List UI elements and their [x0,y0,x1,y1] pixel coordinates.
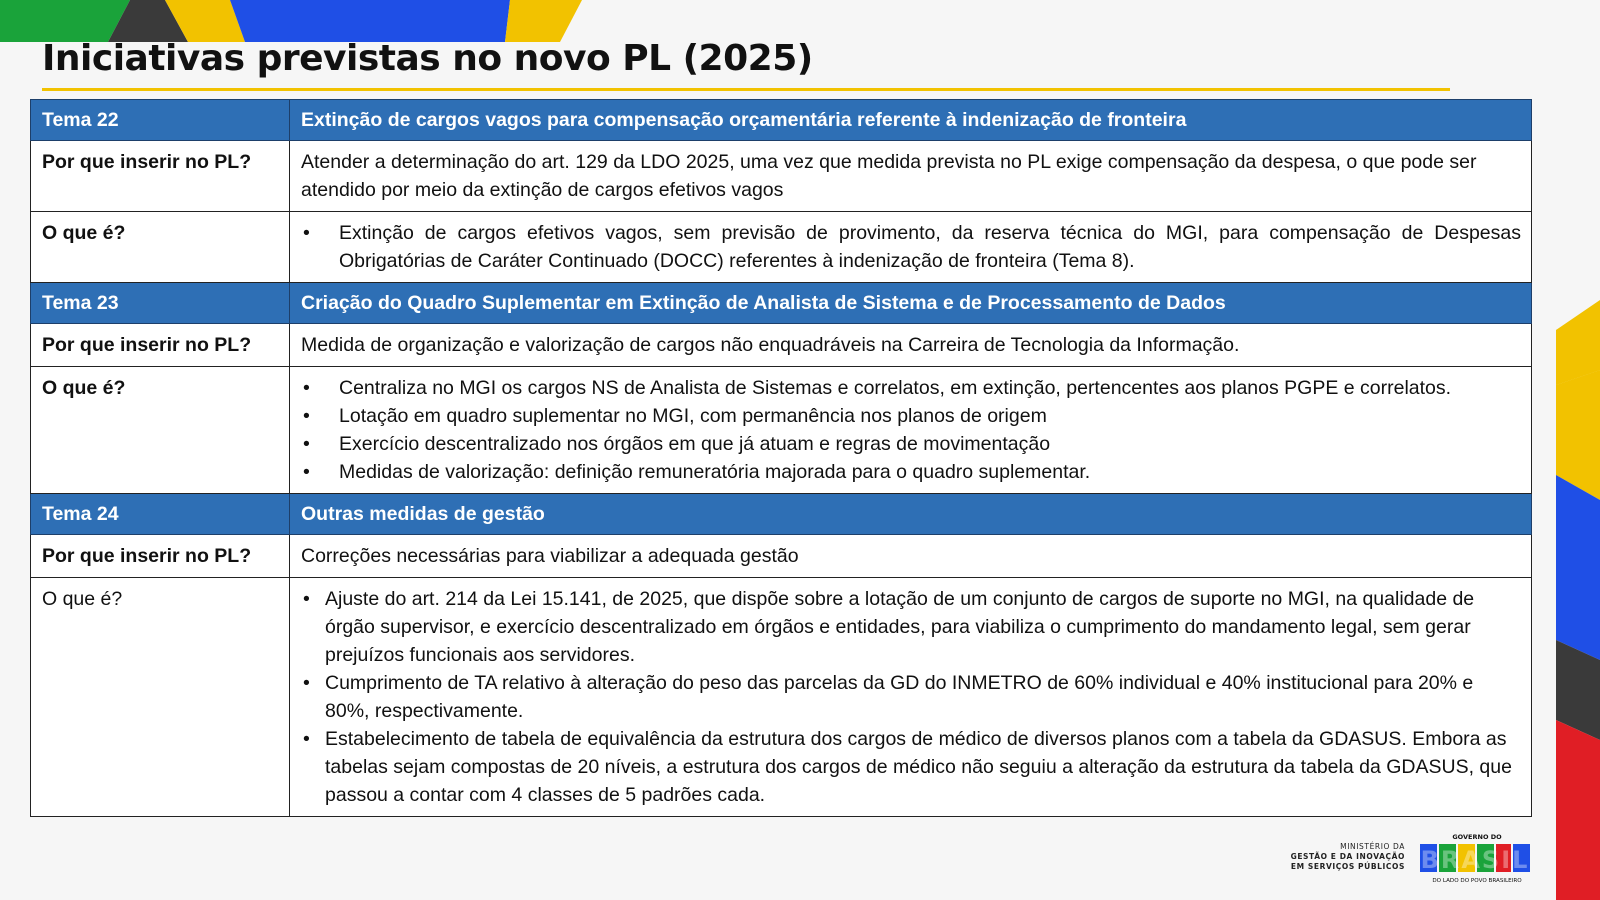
bullet-list [301,585,1521,809]
why-label: Por que inserir no PL? [31,535,290,578]
ministry-line: GESTÃO E DA INOVAÇÃO [1290,852,1405,861]
what-cell [290,578,1532,817]
theme-label: Tema 22 [31,100,290,141]
ministry-line: MINISTÉRIO DA [1340,842,1405,851]
list-item: • Exercício descentralizado nos órgãos em que já atuam e regras de movimentação [301,430,1521,458]
logo-top-text: GOVERNO DO [1452,833,1502,841]
theme-label: Tema 23 [31,283,290,324]
bullet-list [301,374,1521,486]
what-cell [290,212,1532,283]
list-item: • Estabelecimento de tabela de equivalência da estrutura dos cargos de médico de diversos planos com a tabela da GDASUS. Embora as tabelas sejam compostas de 20 níveis, a estrutura dos cargos de médico não seguiu a alteração da estrutura da tabela da GDASUS, que passou a contar com 4 classes de 5 padrões cada. [301,725,1521,809]
theme-label: Tema 24 [31,494,290,535]
what-label: O que é? [31,578,290,817]
top-color-bar [0,0,600,42]
theme-heading: Outras medidas de gestão [290,494,1532,535]
what-label: O que é? [31,212,290,283]
ministry-logo-text [1287,842,1405,872]
list-item: • Medidas de valorização: definição remuneratória majorada para o quadro suplementar. [301,458,1521,486]
side-color-bar [1556,300,1600,900]
initiatives-table [30,99,1532,817]
why-row [31,535,1532,578]
list-item: • Ajuste do art. 214 da Lei 15.141, de 2025, que dispõe sobre a lotação de um conjunto de cargos de suporte no MGI, na qualidade de órgão supervisor, e exercício descentralizado em órgãos e entidades, para viabiliza o cumprimento do mandamento legal, sem gerar prejuízos funcionais aos servidores. [301,585,1521,669]
why-row [31,141,1532,212]
what-row [31,212,1532,283]
why-row [31,324,1532,367]
list-item: • Extinção de cargos efetivos vagos, sem previsão de provimento, da reserva técnica do MGI, para compensação de Despesas Obrigatórias de Caráter Continuado (DOCC) referentes à indenização de fronteira (Tema 8). [301,219,1521,275]
list-item: • Centraliza no MGI os cargos NS de Analista de Sistemas e correlatos, em extinção, pertencentes aos planos PGPE e correlatos. [301,374,1521,402]
logo-word: BRASIL [1420,846,1530,874]
theme-row-22 [31,100,1532,141]
theme-heading: Criação do Quadro Suplementar em Extinção de Analista de Sistema e de Processamento de Dados [290,283,1532,324]
theme-row-24 [31,494,1532,535]
what-row [31,578,1532,817]
governo-brasil-logo [1420,832,1535,884]
slide-title: Iniciativas previstas no novo PL (2025) [42,38,813,79]
what-cell [290,367,1532,494]
why-text: Atender a determinação do art. 129 da LDO 2025, uma vez que medida prevista no PL exige compensação da despesa, o que pode ser atendido por meio da extinção de cargos efetivos vagos [290,141,1532,212]
list-item: • Cumprimento de TA relativo à alteração do peso das parcelas da GD do INMETRO de 60% individual e 40% institucional para 20% e 80%, respectivamente. [301,669,1521,725]
title-underline [42,88,1450,91]
why-label: Por que inserir no PL? [31,141,290,212]
theme-heading: Extinção de cargos vagos para compensação orçamentária referente à indenização de fronteira [290,100,1532,141]
bullet-list [301,219,1521,275]
what-label: O que é? [31,367,290,494]
list-item: • Lotação em quadro suplementar no MGI, com permanência nos planos de origem [301,402,1521,430]
ministry-line: EM SERVIÇOS PÚBLICOS [1290,862,1405,871]
what-row [31,367,1532,494]
logo-bottom-text: DO LADO DO POVO BRASILEIRO [1432,878,1522,884]
why-text: Correções necessárias para viabilizar a adequada gestão [290,535,1532,578]
why-label: Por que inserir no PL? [31,324,290,367]
why-text: Medida de organização e valorização de cargos não enquadráveis na Carreira de Tecnologia da Informação. [290,324,1532,367]
theme-row-23 [31,283,1532,324]
